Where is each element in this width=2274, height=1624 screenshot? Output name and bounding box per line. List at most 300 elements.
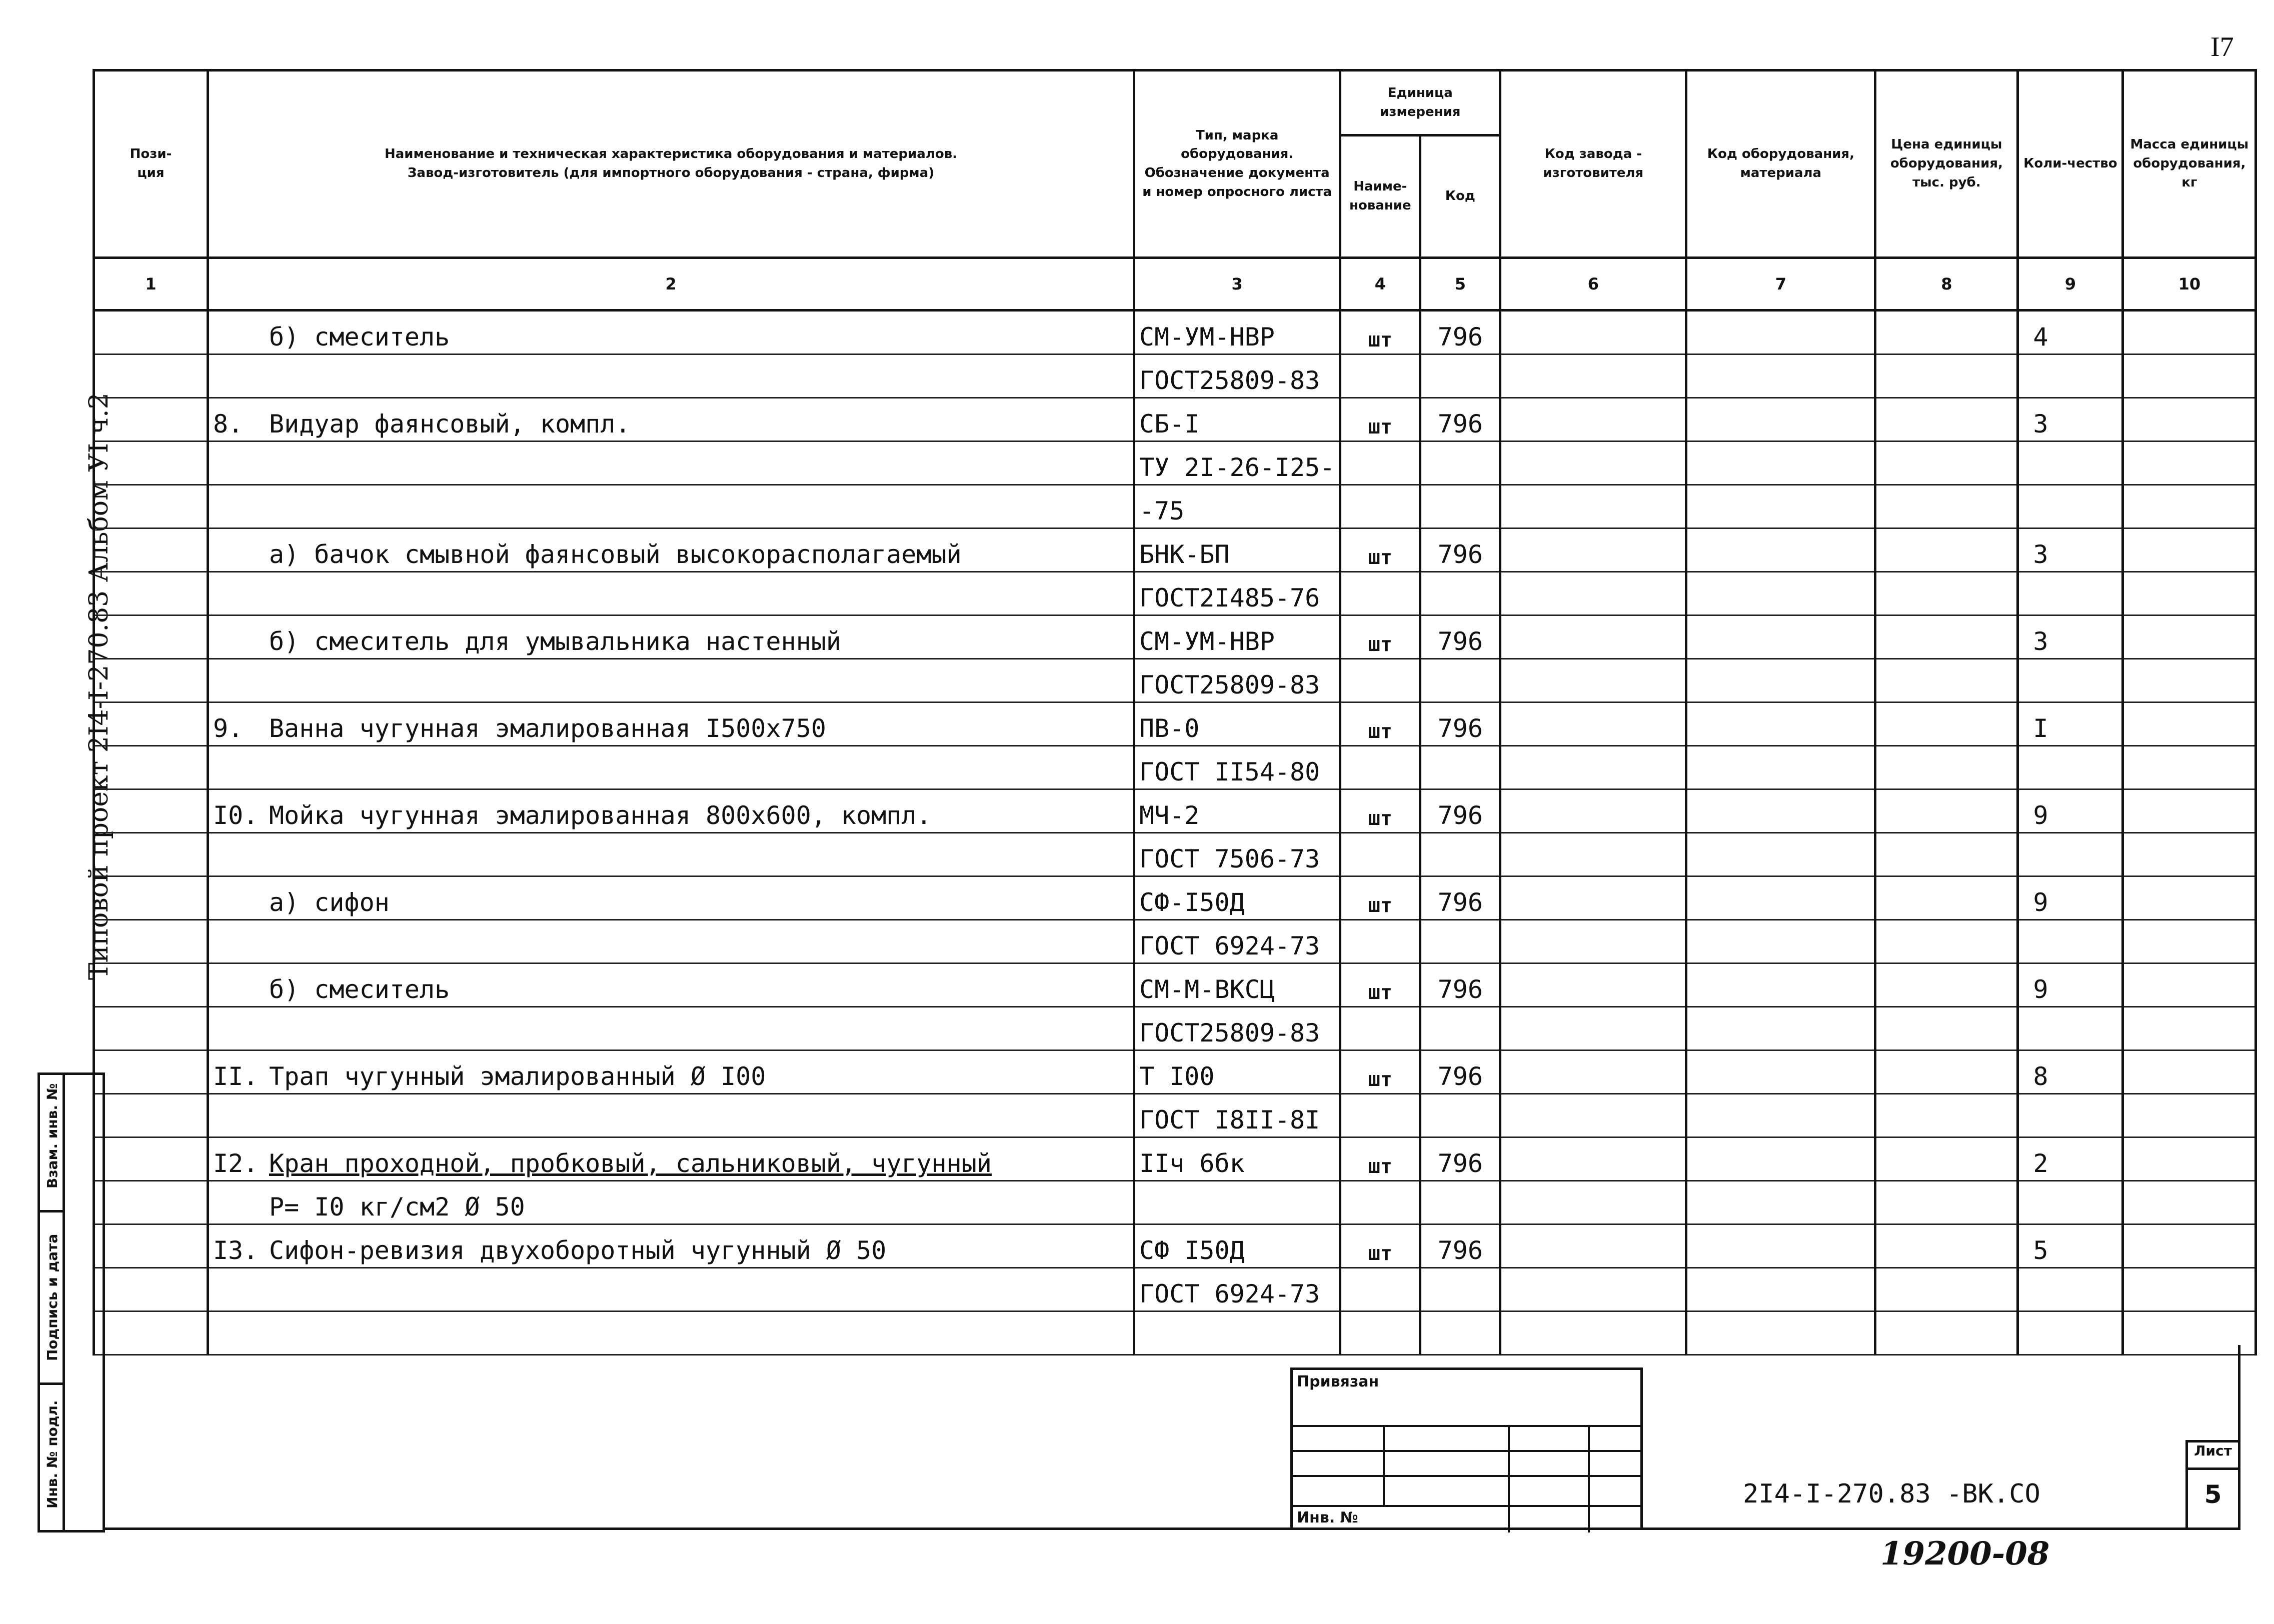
manufacturer-code-cell (1500, 1224, 1686, 1268)
manufacturer-code-cell (1500, 1268, 1686, 1312)
item-number: 9. (213, 714, 244, 743)
column-number: 2 (208, 258, 1134, 310)
mass-cell (2123, 442, 2256, 485)
table-row (94, 354, 2256, 398)
name-cell (208, 876, 1134, 920)
type-cell: ГОСТ I8II-8I (1134, 1094, 1340, 1138)
name-cell (208, 920, 1134, 964)
page-number: I7 (2210, 32, 2234, 62)
table-row (94, 1007, 2256, 1050)
quantity-cell (2018, 485, 2123, 528)
table-row (94, 1224, 2256, 1268)
manufacturer-code-cell (1500, 702, 1686, 746)
quantity-cell: 4 (2018, 310, 2123, 354)
position-cell (94, 964, 208, 1007)
mass-cell (2123, 354, 2256, 398)
manufacturer-code-cell (1500, 746, 1686, 790)
manufacturer-code-cell (1500, 833, 1686, 876)
name-cell (208, 702, 1134, 746)
position-cell (94, 1138, 208, 1181)
column-number: 8 (1875, 258, 2018, 310)
mass-cell (2123, 572, 2256, 616)
position-cell (94, 790, 208, 833)
position-cell (94, 1007, 208, 1050)
equipment-code-cell (1686, 442, 1875, 485)
unit-cell: шт (1340, 616, 1420, 659)
mass-cell (2123, 398, 2256, 442)
unit-code-cell (1420, 354, 1500, 398)
name-cell (208, 833, 1134, 876)
quantity-cell: 9 (2018, 790, 2123, 833)
name-cell (208, 1094, 1134, 1138)
type-cell: ГОСТ 6924-73 (1134, 920, 1340, 964)
unit-cell: шт (1340, 528, 1420, 572)
quantity-cell: 9 (2018, 964, 2123, 1007)
mass-cell (2123, 616, 2256, 659)
replace-inv-cell (40, 1075, 65, 1212)
unit-code-cell: 796 (1420, 790, 1500, 833)
name-cell (208, 310, 1134, 354)
quantity-cell: 8 (2018, 1050, 2123, 1094)
price-cell (1875, 833, 2018, 876)
position-cell (94, 1181, 208, 1224)
unit-cell: шт (1340, 1138, 1420, 1181)
unit-code-cell: 796 (1420, 876, 1500, 920)
unit-code-cell (1420, 572, 1500, 616)
mass-cell (2123, 1224, 2256, 1268)
unit-cell (1340, 354, 1420, 398)
mass-cell (2123, 920, 2256, 964)
name-cell (208, 398, 1134, 442)
position-cell (94, 616, 208, 659)
equipment-code-cell (1686, 1094, 1875, 1138)
equipment-code-cell (1686, 702, 1875, 746)
quantity-cell (2018, 920, 2123, 964)
inv-orig-label: Инв. № подл. (44, 1400, 61, 1508)
quantity-cell (2018, 659, 2123, 702)
table-row (94, 572, 2256, 616)
price-cell (1875, 920, 2018, 964)
equipment-code-cell (1686, 1268, 1875, 1312)
header-position: Пози- ция (94, 70, 208, 258)
quantity-cell (2018, 1007, 2123, 1050)
manufacturer-code-cell (1500, 354, 1686, 398)
mass-cell (2123, 1138, 2256, 1181)
unit-code-cell (1420, 833, 1500, 876)
mass-cell (2123, 876, 2256, 920)
equipment-code-cell (1686, 659, 1875, 702)
item-number: I0. (213, 801, 259, 830)
unit-cell (1340, 572, 1420, 616)
position-cell (94, 572, 208, 616)
unit-code-cell: 796 (1420, 616, 1500, 659)
equipment-code-cell (1686, 485, 1875, 528)
quantity-cell (2018, 354, 2123, 398)
name-cell (208, 616, 1134, 659)
mass-cell (2123, 528, 2256, 572)
unit-code-cell: 796 (1420, 702, 1500, 746)
type-cell: ГОСТ25809-83 (1134, 659, 1340, 702)
quantity-cell: I (2018, 702, 2123, 746)
header-mass: Масса единицы оборудования, кг (2123, 70, 2256, 258)
table-row (94, 1138, 2256, 1181)
binding-box (1290, 1368, 1643, 1530)
item-name: Кран проходной, пробковый, сальниковый, чугунный (269, 1149, 992, 1178)
type-cell: ГОСТ 7506-73 (1134, 833, 1340, 876)
unit-cell (1340, 442, 1420, 485)
inv-label: Инв. № (1297, 1509, 1358, 1526)
equipment-code-cell (1686, 746, 1875, 790)
position-cell (94, 485, 208, 528)
manufacturer-code-cell (1500, 920, 1686, 964)
unit-code-cell: 796 (1420, 1224, 1500, 1268)
mass-cell (2123, 833, 2256, 876)
unit-code-cell (1420, 920, 1500, 964)
type-cell: СМ-УМ-НВР (1134, 616, 1340, 659)
mass-cell (2123, 790, 2256, 833)
column-number: 10 (2123, 258, 2256, 310)
side-stamp (38, 1072, 105, 1532)
unit-code-cell: 796 (1420, 528, 1500, 572)
unit-code-cell (1420, 1268, 1500, 1312)
unit-cell (1340, 1094, 1420, 1138)
table-row (94, 964, 2256, 1007)
price-cell (1875, 1181, 2018, 1224)
sign-date-label: Подпись и дата (44, 1234, 61, 1361)
mass-cell (2123, 1094, 2256, 1138)
unit-cell: шт (1340, 876, 1420, 920)
quantity-cell: 3 (2018, 616, 2123, 659)
price-cell (1875, 572, 2018, 616)
price-cell (1875, 616, 2018, 659)
price-cell (1875, 1007, 2018, 1050)
item-name: б) смеситель для умывальника настенный (269, 627, 841, 656)
table-row (94, 485, 2256, 528)
sign-date-cell (40, 1212, 65, 1385)
unit-cell (1340, 1007, 1420, 1050)
table-row (94, 1094, 2256, 1138)
type-cell: ГОСТ25809-83 (1134, 1007, 1340, 1050)
type-cell: ГОСТ II54-80 (1134, 746, 1340, 790)
column-number: 3 (1134, 258, 1340, 310)
manufacturer-code-cell (1500, 616, 1686, 659)
type-cell: СМ-М-ВКСЦ (1134, 964, 1340, 1007)
unit-cell (1340, 746, 1420, 790)
position-cell (94, 1050, 208, 1094)
type-cell: СМ-УМ-НВР (1134, 310, 1340, 354)
type-cell: IIч 6бк (1134, 1138, 1340, 1181)
unit-cell (1340, 920, 1420, 964)
unit-code-cell: 796 (1420, 964, 1500, 1007)
mass-cell (2123, 964, 2256, 1007)
sheet-label: Лист (2188, 1442, 2238, 1470)
equipment-code-cell (1686, 354, 1875, 398)
unit-cell: шт (1340, 398, 1420, 442)
manufacturer-code-cell (1500, 442, 1686, 485)
unit-code-cell (1420, 442, 1500, 485)
quantity-cell (2018, 572, 2123, 616)
mass-cell (2123, 746, 2256, 790)
header-equipment-code: Код оборудования, материала (1686, 70, 1875, 258)
name-cell (208, 746, 1134, 790)
mass-cell (2123, 1181, 2256, 1224)
item-name: Ванна чугунная эмалированная I500х750 (269, 714, 826, 743)
manufacturer-code-cell (1500, 398, 1686, 442)
table-row (94, 1268, 2256, 1312)
item-name: Р= I0 кг/см2 Ø 50 (269, 1192, 525, 1222)
type-cell: ГОСТ2I485-76 (1134, 572, 1340, 616)
item-number: 8. (213, 410, 244, 438)
equipment-code-cell (1686, 964, 1875, 1007)
name-cell (208, 572, 1134, 616)
manufacturer-code-cell (1500, 485, 1686, 528)
unit-code-cell: 796 (1420, 310, 1500, 354)
mass-cell (2123, 1007, 2256, 1050)
sheet-box (2185, 1440, 2238, 1530)
item-number: I3. (213, 1236, 259, 1265)
position-cell (94, 1094, 208, 1138)
price-cell (1875, 485, 2018, 528)
unit-code-cell (1420, 1181, 1500, 1224)
equipment-code-cell (1686, 876, 1875, 920)
sheet-number: 5 (2204, 1480, 2222, 1509)
name-cell (208, 354, 1134, 398)
title-block (103, 1345, 2240, 1530)
table-row (94, 876, 2256, 920)
item-name: а) бачок смывной фаянсовый высокорасполагаемый (269, 540, 962, 569)
quantity-cell: 5 (2018, 1224, 2123, 1268)
table-row (94, 790, 2256, 833)
table-row (94, 442, 2256, 485)
position-cell (94, 920, 208, 964)
equipment-code-cell (1686, 1050, 1875, 1094)
position-cell (94, 310, 208, 354)
type-cell: СФ-I50Д (1134, 876, 1340, 920)
name-cell (208, 964, 1134, 1007)
quantity-cell (2018, 1094, 2123, 1138)
price-cell (1875, 442, 2018, 485)
item-number: I2. (213, 1149, 259, 1178)
equipment-code-cell (1686, 920, 1875, 964)
equipment-code-cell (1686, 790, 1875, 833)
header-unit-code: Код (1420, 136, 1500, 258)
quantity-cell: 3 (2018, 528, 2123, 572)
name-cell (208, 659, 1134, 702)
price-cell (1875, 1268, 2018, 1312)
price-cell (1875, 1050, 2018, 1094)
name-cell (208, 485, 1134, 528)
column-number: 1 (94, 258, 208, 310)
table-row (94, 659, 2256, 702)
unit-cell: шт (1340, 1224, 1420, 1268)
quantity-cell: 3 (2018, 398, 2123, 442)
unit-cell (1340, 1268, 1420, 1312)
header-quantity: Коли-чество (2018, 70, 2123, 258)
position-cell (94, 833, 208, 876)
name-cell (208, 1181, 1134, 1224)
unit-code-cell (1420, 1094, 1500, 1138)
price-cell (1875, 398, 2018, 442)
table-row (94, 616, 2256, 659)
price-cell (1875, 1138, 2018, 1181)
name-cell (208, 1224, 1134, 1268)
unit-code-cell (1420, 746, 1500, 790)
name-cell (208, 790, 1134, 833)
type-cell: ТУ 2I-26-I25- (1134, 442, 1340, 485)
table-row (94, 702, 2256, 746)
equipment-code-cell (1686, 1181, 1875, 1224)
specification-table (93, 69, 2257, 1356)
mass-cell (2123, 1050, 2256, 1094)
quantity-cell: 2 (2018, 1138, 2123, 1181)
equipment-code-cell (1686, 310, 1875, 354)
type-cell: БНК-БП (1134, 528, 1340, 572)
table-row (94, 528, 2256, 572)
item-name: Мойка чугунная эмалированная 800х600, компл. (269, 801, 932, 830)
manufacturer-code-cell (1500, 1181, 1686, 1224)
table-row (94, 1181, 2256, 1224)
unit-cell (1340, 659, 1420, 702)
unit-code-cell (1420, 485, 1500, 528)
position-cell (94, 1268, 208, 1312)
table-row (94, 1050, 2256, 1094)
header-price: Цена единицы оборудования, тыс. руб. (1875, 70, 2018, 258)
inv-orig-cell (40, 1385, 65, 1530)
column-number: 7 (1686, 258, 1875, 310)
unit-cell: шт (1340, 964, 1420, 1007)
quantity-cell (2018, 1181, 2123, 1224)
equipment-code-cell (1686, 1138, 1875, 1181)
price-cell (1875, 964, 2018, 1007)
header-manufacturer-code: Код завода - изготовителя (1500, 70, 1686, 258)
manufacturer-code-cell (1500, 572, 1686, 616)
column-number: 6 (1500, 258, 1686, 310)
manufacturer-code-cell (1500, 964, 1686, 1007)
type-cell: СБ-I (1134, 398, 1340, 442)
item-name: а) сифон (269, 888, 390, 917)
manufacturer-code-cell (1500, 659, 1686, 702)
equipment-code-cell (1686, 528, 1875, 572)
unit-cell: шт (1340, 310, 1420, 354)
item-name: Сифон-ревизия двухоборотный чугунный Ø 50 (269, 1236, 887, 1265)
type-cell: ГОСТ25809-83 (1134, 354, 1340, 398)
column-number: 4 (1340, 258, 1420, 310)
price-cell (1875, 354, 2018, 398)
equipment-code-cell (1686, 398, 1875, 442)
position-cell (94, 659, 208, 702)
unit-cell (1340, 1181, 1420, 1224)
manufacturer-code-cell (1500, 310, 1686, 354)
position-cell (94, 398, 208, 442)
equipment-code-cell (1686, 833, 1875, 876)
mass-cell (2123, 659, 2256, 702)
table-row (94, 746, 2256, 790)
unit-code-cell (1420, 659, 1500, 702)
quantity-cell (2018, 746, 2123, 790)
item-name: Видуар фаянсовый, компл. (269, 410, 631, 438)
name-cell (208, 1138, 1134, 1181)
position-cell (94, 528, 208, 572)
price-cell (1875, 790, 2018, 833)
manufacturer-code-cell (1500, 876, 1686, 920)
unit-code-cell: 796 (1420, 398, 1500, 442)
type-cell (1134, 1181, 1340, 1224)
name-cell (208, 1050, 1134, 1094)
manufacturer-code-cell (1500, 1050, 1686, 1094)
type-cell: ПВ-0 (1134, 702, 1340, 746)
name-cell (208, 1268, 1134, 1312)
type-cell: МЧ-2 (1134, 790, 1340, 833)
unit-code-cell (1420, 1007, 1500, 1050)
unit-cell: шт (1340, 702, 1420, 746)
column-number: 5 (1420, 258, 1500, 310)
equipment-code-cell (1686, 572, 1875, 616)
column-number: 9 (2018, 258, 2123, 310)
manufacturer-code-cell (1500, 1138, 1686, 1181)
unit-cell (1340, 833, 1420, 876)
table-row (94, 310, 2256, 354)
position-cell (94, 876, 208, 920)
position-cell (94, 702, 208, 746)
replace-inv-label: Взам. инв. № (44, 1083, 61, 1188)
table-row (94, 920, 2256, 964)
bound-label: Привязан (1297, 1373, 1379, 1390)
unit-cell (1340, 485, 1420, 528)
price-cell (1875, 702, 2018, 746)
unit-code-cell: 796 (1420, 1138, 1500, 1181)
manufacturer-code-cell (1500, 1094, 1686, 1138)
equipment-code-cell (1686, 1224, 1875, 1268)
mass-cell (2123, 1268, 2256, 1312)
name-cell (208, 528, 1134, 572)
type-cell: СФ I50Д (1134, 1224, 1340, 1268)
header-name: Наименование и техническая характеристика оборудования и материалов. Завод-изготовитель (для импортного оборудования - страна, фирма) (208, 70, 1134, 258)
item-number: II. (213, 1062, 259, 1091)
type-cell: -75 (1134, 485, 1340, 528)
handwritten-number: 19200-08 (1880, 1535, 2050, 1572)
quantity-cell (2018, 442, 2123, 485)
unit-code-cell: 796 (1420, 1050, 1500, 1094)
mass-cell (2123, 702, 2256, 746)
price-cell (1875, 659, 2018, 702)
item-name: б) смеситель (269, 322, 450, 352)
equipment-code-cell (1686, 616, 1875, 659)
price-cell (1875, 528, 2018, 572)
item-name: б) смеситель (269, 975, 450, 1004)
manufacturer-code-cell (1500, 528, 1686, 572)
position-cell (94, 442, 208, 485)
position-cell (94, 354, 208, 398)
position-cell (94, 1224, 208, 1268)
type-cell: Т I00 (1134, 1050, 1340, 1094)
quantity-cell: 9 (2018, 876, 2123, 920)
manufacturer-code-cell (1500, 1007, 1686, 1050)
equipment-code-cell (1686, 1007, 1875, 1050)
position-cell (94, 746, 208, 790)
header-unit-name: Наиме-нование (1340, 136, 1420, 258)
header-type: Тип, марка оборудования. Обозначение документа и номер опросного листа (1134, 70, 1340, 258)
name-cell (208, 1007, 1134, 1050)
price-cell (1875, 310, 2018, 354)
item-name: Трап чугунный эмалированный Ø I00 (269, 1062, 766, 1091)
unit-cell: шт (1340, 790, 1420, 833)
header-unit-group: Единица измерения (1340, 70, 1500, 136)
quantity-cell (2018, 833, 2123, 876)
table-row (94, 833, 2256, 876)
type-cell: ГОСТ 6924-73 (1134, 1268, 1340, 1312)
price-cell (1875, 1224, 2018, 1268)
mass-cell (2123, 310, 2256, 354)
